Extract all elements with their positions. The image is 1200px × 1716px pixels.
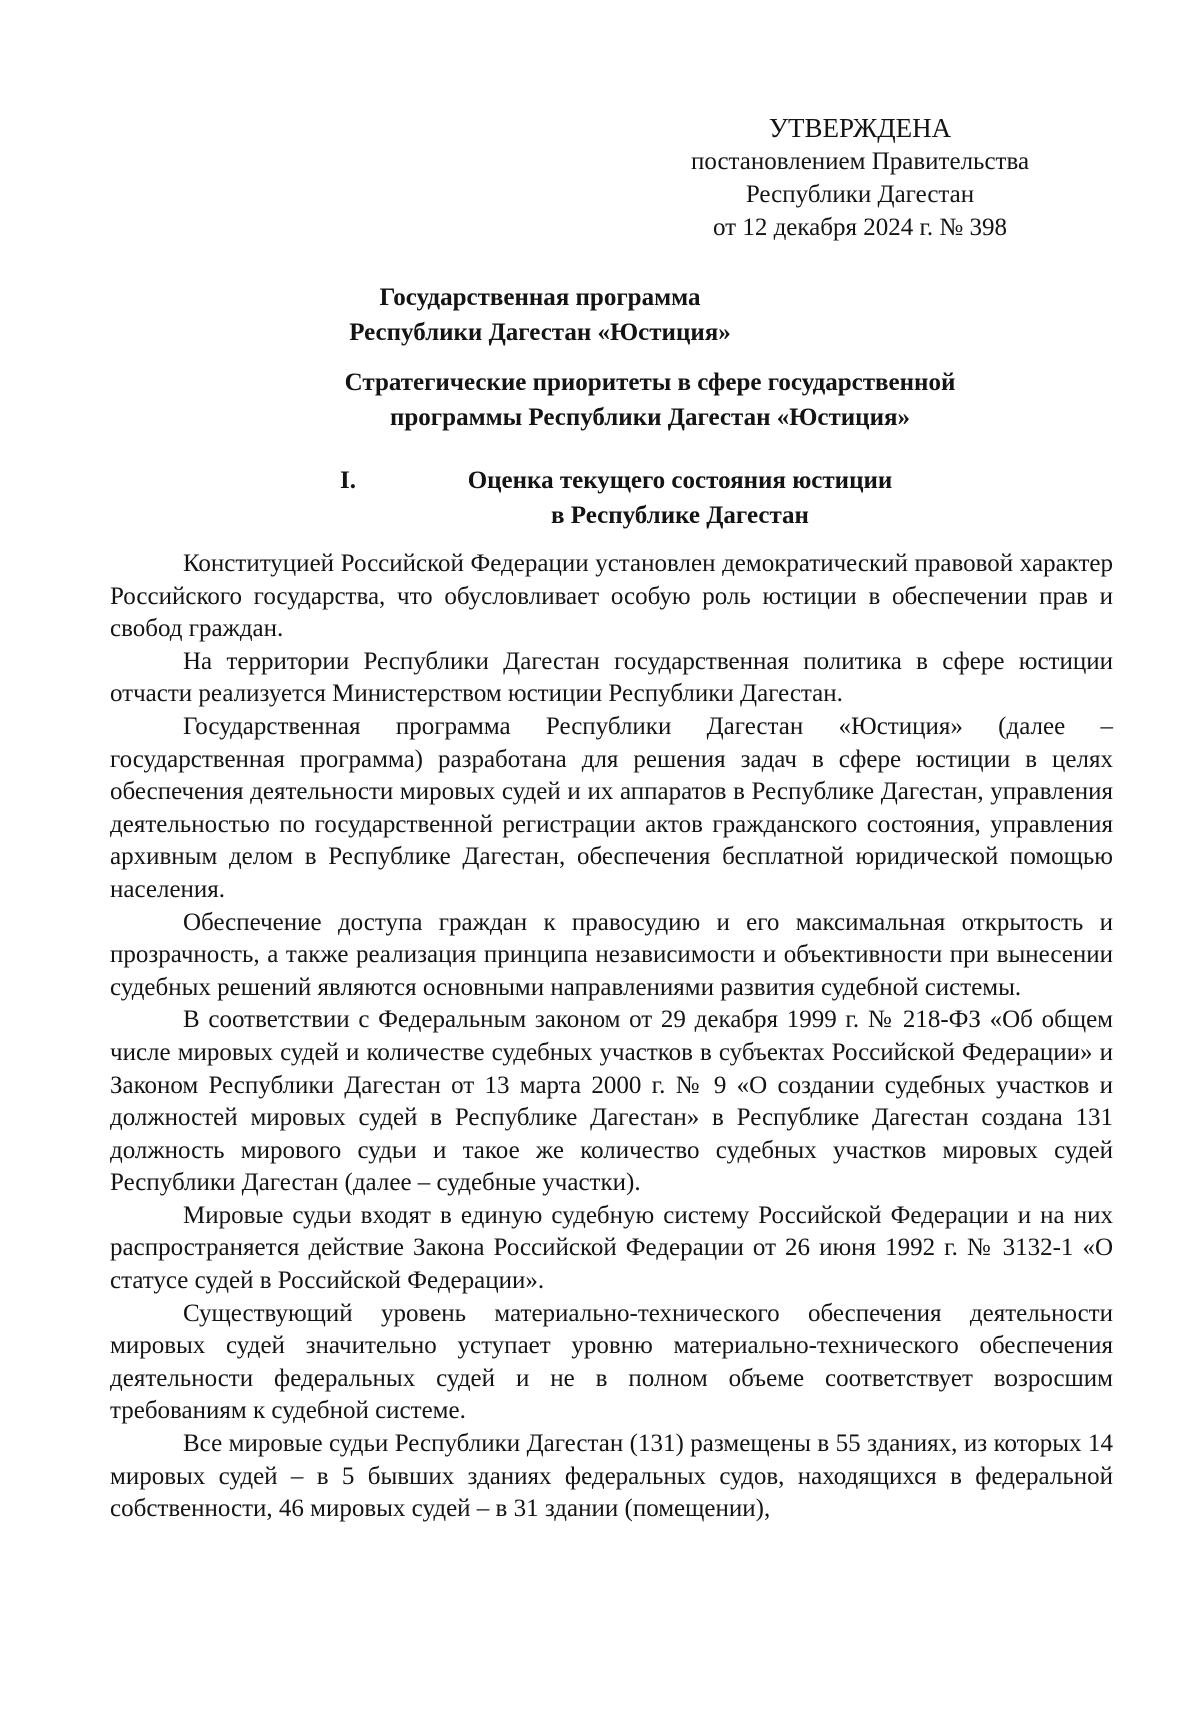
paragraph: Обеспечение доступа граждан к правосудию и его максимальная открытость и прозрачность, а также реализация принципа независимости и объективности при вынесении судебных решений являются основными направлениями развития судебной системы. <box>110 908 1113 1001</box>
approval-line: постановлением Правительства <box>690 148 1030 175</box>
program-title-line: Республики Дагестан «Юстиция» <box>349 319 731 346</box>
paragraph: Все мировые судьи Республики Дагестан (131) размещены в 55 зданиях, из которых 14 мировых судей – в 5 бывших зданиях федеральных судов, находящихся в федеральной собственности, 46 мировых судей – в 31 здании (помещении), <box>110 1430 1113 1523</box>
priorities-title-line: программы Республики Дагестан «Юстиция» <box>390 404 910 431</box>
approval-stamp <box>650 112 1070 244</box>
program-title <box>130 280 950 350</box>
approval-title: УТВЕРЖДЕНА <box>768 113 952 143</box>
paragraph: Конституцией Российской Федерации установлен демократический правовой характер Российского государства, что обусловливает особую роль юстиции в обеспечении прав и свобод граждан. <box>110 550 1113 643</box>
paragraph: Государственная программа Республики Дагестан «Юстиция» (далее – государственная программа) разработана для решения задач в сфере юстиции в целях обеспечения деятельности мировых судей и их аппаратов в Республике Дагестан, управления деятельностью по государственной регистрации актов гражданского состояния, управления архивным делом в Республике Дагестан, обеспечения бесплатной юридической помощью населения. <box>110 712 1113 903</box>
section-heading <box>290 463 950 533</box>
paragraph: Существующий уровень материально-технического обеспечения деятельности мировых судей значительно уступает уровню материально-технического обеспечения деятельности федеральных судей и не в полном объеме соответствует возросшим требованиям к судебной системе. <box>110 1299 1113 1425</box>
section-number: I. <box>340 467 356 494</box>
paragraph: На территории Республики Дагестан государственная политика в сфере юстиции отчасти реализуется Министерством юстиции Республики Дагестан. <box>110 647 1113 708</box>
approval-date-number: от 12 декабря 2024 г. № 398 <box>712 214 1008 241</box>
section-title-line: Оценка текущего состояния юстиции <box>467 467 893 494</box>
document-body <box>110 548 1113 1526</box>
section-title-line: в Республике Дагестан <box>551 502 809 529</box>
priorities-title <box>240 365 1060 435</box>
priorities-title-line: Стратегические приоритеты в сфере государственной <box>344 369 956 396</box>
approval-line: Республики Дагестан <box>745 181 975 208</box>
paragraph: В соответствии с Федеральным законом от 29 декабря 1999 г. № 218-ФЗ «Об общем числе мировых судей и количестве судебных участков в субъектах Российской Федерации» и Законом Республики Дагестан от 13 марта 2000 г. № 9 «О создании судебных участков и должностей мировых судей в Республике Дагестан» в Республике Дагестан создана 131 должность мирового судьи и такое же количество судебных участков мировых судей Республики Дагестан (далее – судебные участки). <box>110 1006 1113 1197</box>
program-title-line: Государственная программа <box>379 284 701 311</box>
paragraph: Мировые судьи входят в единую судебную систему Российской Федерации и на них распространяется действие Закона Российской Федерации от 26 июня 1992 г. № 3132-1 «О статусе судей в Российской Федерации». <box>110 1201 1113 1295</box>
